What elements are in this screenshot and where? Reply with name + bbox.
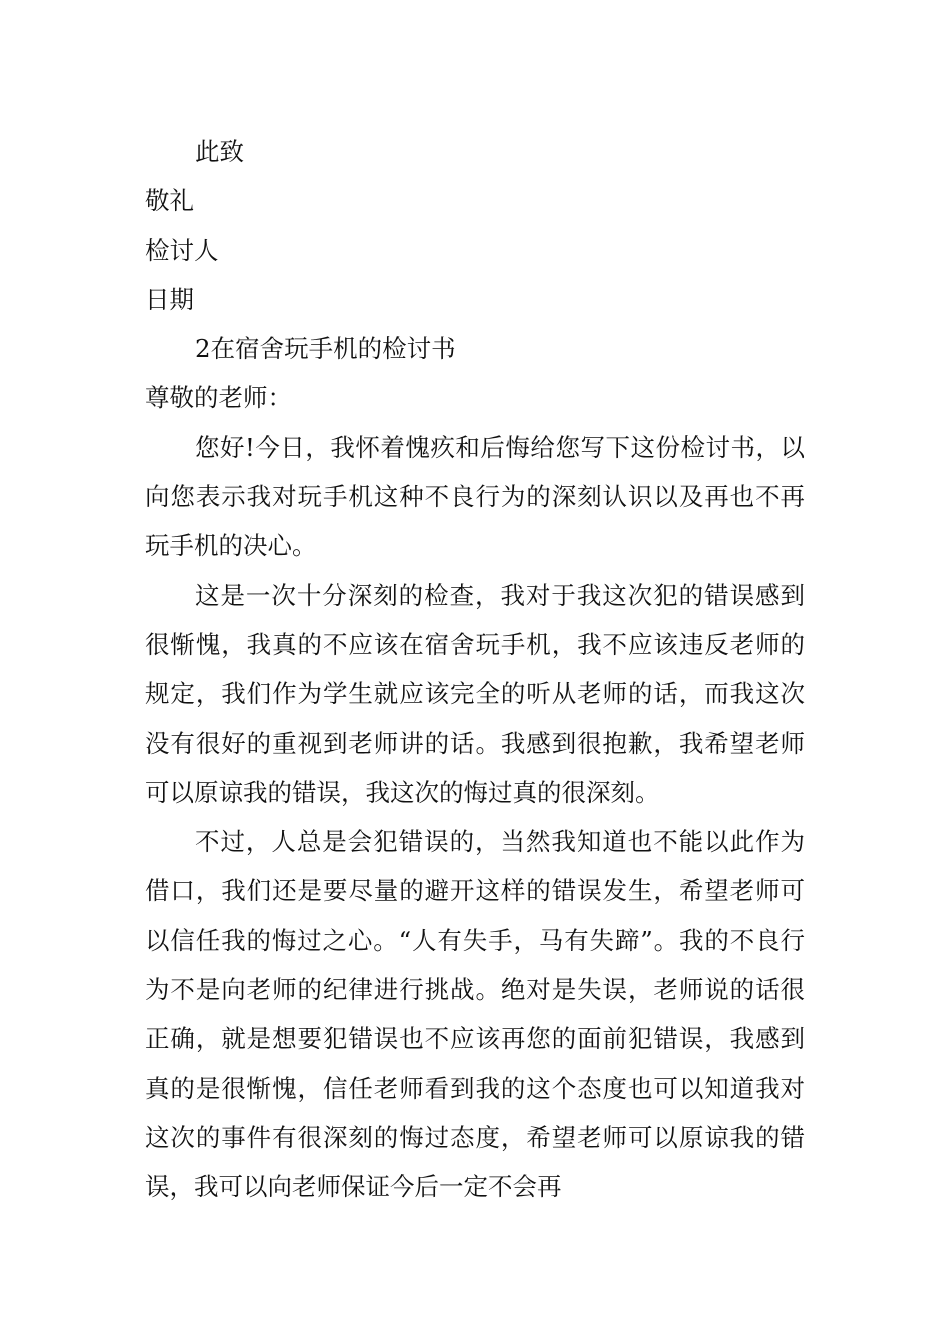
paragraph-3: 不过，人总是会犯错误的，当然我知道也不能以此作为借口，我们还是要尽量的避开这样的错误发生，希望老师可以信任我的悔过之心。“人有失手，马有失蹄”。我的不良行为不是向老师的纪律进行挑战。绝对是失误，老师说的话很正确，就是想要犯错误也不应该再您的面前犯错误，我感到真的是很惭愧，信任老师看到我的这个态度也可以知道我对这次的事件有很深刻的悔过态度，希望老师可以原谅我的错误，我可以向老师保证今后一定不会再 [145,827,805,1202]
closing-regards: 敬礼 [145,186,194,216]
section-title: 2在宿舍玩手机的检讨书 [195,334,456,364]
document-page [145,127,805,1212]
date-label: 日期 [145,284,194,314]
closing-salutation: 此致 [195,137,244,166]
reviewer-label: 检讨人 [145,235,219,265]
greeting: 尊敬的老师： [145,383,292,413]
paragraph-2: 这是一次十分深刻的检查，我对于我这次犯的错误感到很惭愧，我真的不应该在宿舍玩手机，我不应该违反老师的规定，我们作为学生就应该完全的听从老师的话，而我这次没有很好的重视到老师讲的话。我感到很抱歉，我希望老师可以原谅我的错误，我这次的悔过真的很深刻。 [145,580,805,807]
paragraph-1: 您好!今日，我怀着愧疚和后悔给您写下这份检讨书，以向您表示我对玩手机这种不良行为的深刻认识以及再也不再玩手机的决心。 [145,432,805,561]
